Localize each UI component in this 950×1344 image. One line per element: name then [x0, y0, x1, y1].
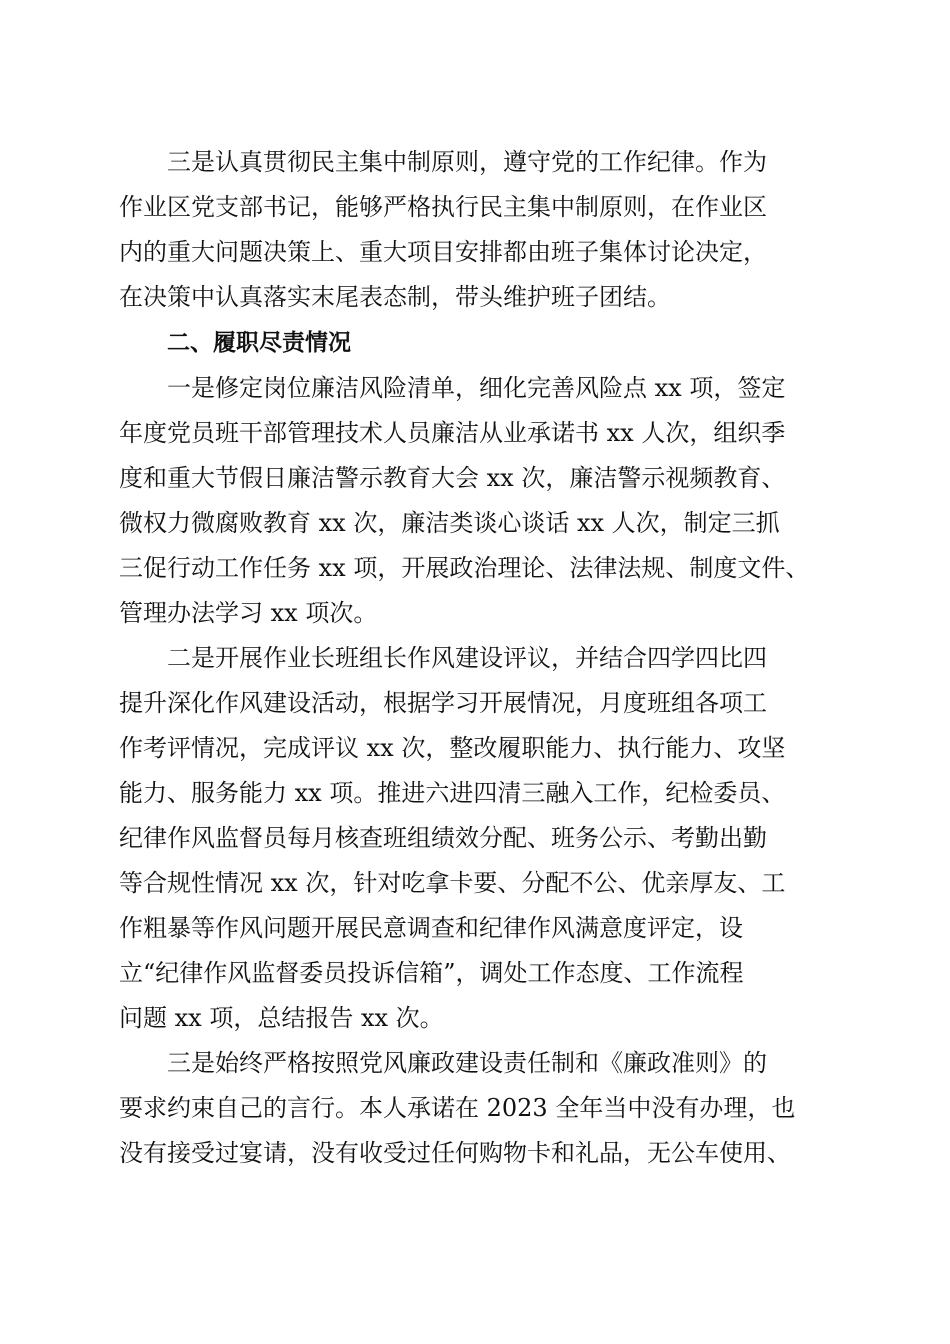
text-line: 一是修定岗位廉洁风险清单，细化完善风险点 xx 项，签定 [167, 374, 786, 402]
text-line: 提升深化作风建设活动，根据学习开展情况，月度班组各项工 [119, 689, 767, 717]
document-body [119, 140, 835, 1176]
text-line: 没有接受过宴请，没有收受过任何购物卡和礼品，无公车使用、 [119, 1139, 791, 1167]
text-line: 立“纪律作风监督委员投诉信箱”，调处工作态度、工作流程 [119, 959, 744, 987]
paragraph-integrity-commitment [119, 1041, 835, 1176]
text-line: 三促行动工作任务 xx 项，开展政治理论、法律法规、制度文件、 [119, 554, 810, 582]
text-line: 微权力微腐败教育 xx 次，廉洁类谈心谈话 xx 人次，制定三抓 [119, 509, 780, 537]
text-line: 二是开展作业长班组长作风建设评议，并结合四学四比四 [167, 644, 767, 672]
text-line: 三是认真贯彻民主集中制原则，遵守党的工作纪律。作为 [167, 148, 767, 176]
paragraph-work-style-review [119, 636, 835, 1041]
text-line: 管理办法学习 xx 项次。 [119, 599, 378, 627]
text-line: 纪律作风监督员每月核查班组绩效分配、班务公示、考勤出勤 [119, 824, 767, 852]
text-line: 年度党员班干部管理技术人员廉洁从业承诺书 xx 人次，组织季 [119, 419, 786, 447]
text-line: 作考评情况，完成评议 xx 次，整改履职能力、执行能力、攻坚 [119, 734, 786, 762]
text-line: 度和重大节假日廉洁警示教育大会 xx 次，廉洁警示视频教育、 [119, 464, 786, 492]
text-line: 三是始终严格按照党风廉政建设责任制和《廉政准则》的 [167, 1049, 767, 1077]
text-line: 能力、服务能力 xx 项。推进六进四清三融入工作，纪检委员、 [119, 779, 786, 807]
text-line: 作业区党支部书记，能够严格执行民主集中制原则，在作业区 [119, 193, 767, 221]
section-heading: 二、履职尽责情况 [167, 330, 351, 356]
text-line: 问题 xx 项，总结报告 xx 次。 [119, 1004, 444, 1032]
text-line: 作粗暴等作风问题开展民意调查和纪律作风满意度评定，设 [119, 914, 743, 942]
paragraph-risk-list [119, 366, 835, 636]
text-line: 等合规性情况 xx 次，针对吃拿卡要、分配不公、优亲厚友、工 [119, 869, 786, 897]
text-line: 内的重大问题决策上、重大项目安排都由班子集体讨论决定， [119, 238, 767, 266]
paragraph-democratic-centralism [119, 140, 835, 320]
text-line: 要求约束自己的言行。本人承诺在 2023 全年当中没有办理，也 [119, 1094, 796, 1122]
text-line: 在决策中认真落实末尾表态制，带头维护班子团结。 [119, 283, 671, 311]
